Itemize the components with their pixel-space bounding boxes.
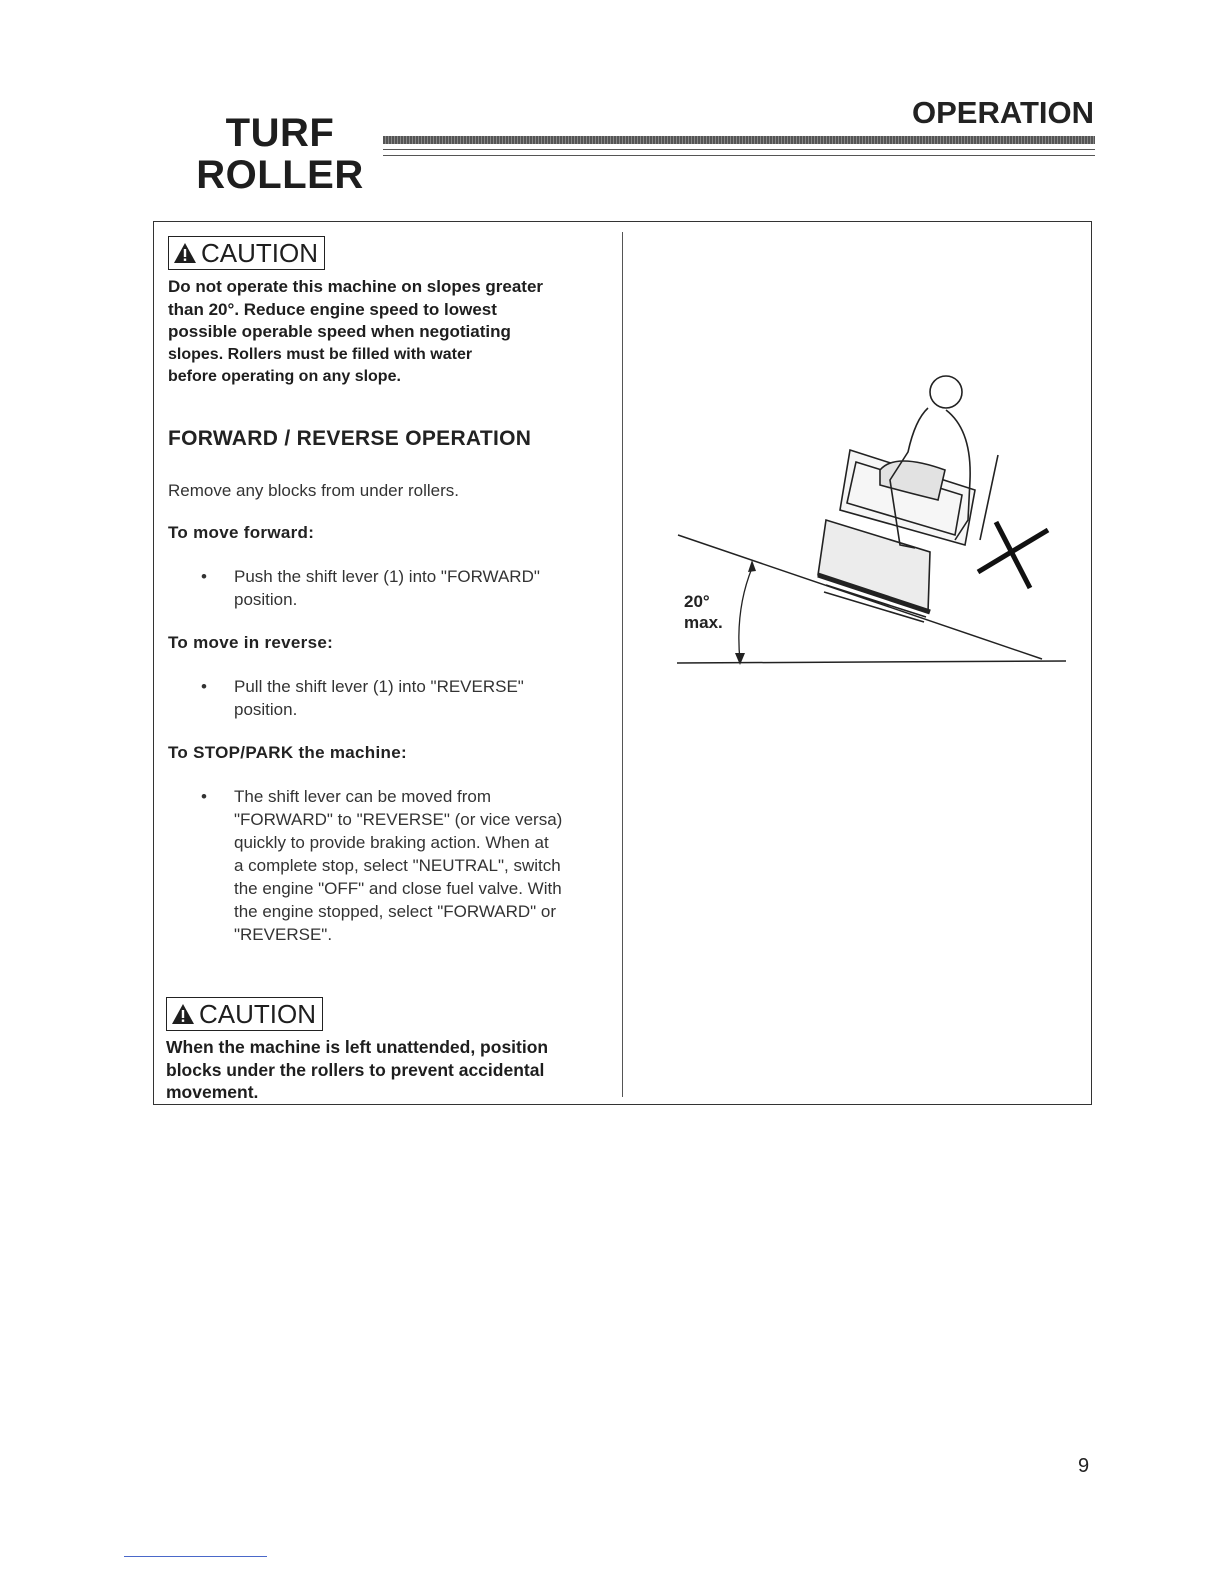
reverse-heading: To move in reverse: bbox=[168, 632, 334, 652]
header-rule bbox=[383, 136, 1095, 144]
forward-heading: To move forward: bbox=[168, 522, 315, 542]
caution-line: than 20°. Reduce engine speed to lowest bbox=[168, 299, 497, 319]
caution-label: CAUTION bbox=[199, 998, 316, 1029]
caution-line: movement. bbox=[166, 1082, 259, 1102]
left-column bbox=[168, 236, 613, 946]
bullet-line: the engine stopped, select "FORWARD" or bbox=[234, 901, 556, 921]
caution-text bbox=[166, 1036, 616, 1104]
bullet-line: Pull the shift lever (1) into "REVERSE" bbox=[234, 676, 524, 696]
reverse-bullet bbox=[168, 675, 613, 721]
page-number: 9 bbox=[1078, 1455, 1090, 1477]
angle-value: 20° bbox=[684, 592, 710, 611]
caution-line: Do not operate this machine on slopes greater bbox=[168, 277, 544, 296]
section-title: OPERATION bbox=[912, 95, 1094, 130]
bullet-line: quickly to provide braking action. When at bbox=[234, 832, 549, 852]
bullet-line: "REVERSE". bbox=[234, 924, 333, 944]
stop-heading: To STOP/PARK the machine: bbox=[168, 742, 407, 762]
bullet-dot: • bbox=[201, 676, 207, 696]
bullet-dot: • bbox=[201, 786, 207, 806]
caution-line: When the machine is left unattended, position bbox=[166, 1037, 549, 1057]
bullet-line: Push the shift lever (1) into "FORWARD" bbox=[234, 566, 540, 586]
bullet-line: position. bbox=[234, 589, 298, 609]
bullet-dot: • bbox=[201, 566, 207, 586]
bullet-line: The shift lever can be moved from bbox=[234, 786, 492, 806]
prohibited-x-icon bbox=[978, 522, 1048, 588]
header-rule-thin bbox=[383, 149, 1095, 150]
document-title bbox=[195, 112, 365, 196]
bullet-line: a complete stop, select "NEUTRAL", switch bbox=[234, 855, 561, 875]
angle-note: max. bbox=[684, 613, 723, 632]
bullet-line: position. bbox=[234, 699, 298, 719]
warning-triangle-icon bbox=[173, 242, 197, 264]
warning-triangle-icon bbox=[171, 1003, 195, 1025]
roller-machine bbox=[818, 376, 998, 622]
caution-label-box bbox=[166, 997, 323, 1031]
header-rule-thin bbox=[383, 155, 1095, 156]
angle-label bbox=[684, 591, 723, 633]
caution-2 bbox=[166, 997, 616, 1104]
title-line-2: ROLLER bbox=[196, 153, 364, 197]
caution-label: CAUTION bbox=[201, 237, 318, 268]
forward-bullet bbox=[168, 565, 613, 611]
column-divider bbox=[622, 232, 623, 1097]
footer-rule bbox=[124, 1556, 267, 1557]
bullet-line: "FORWARD" to "REVERSE" (or vice versa) bbox=[234, 809, 563, 829]
caution-line: blocks under the rollers to prevent accidental bbox=[166, 1059, 545, 1080]
caution-line: slopes. Rollers must be filled with water bbox=[168, 345, 473, 363]
caution-label-box bbox=[168, 236, 325, 270]
caution-text bbox=[168, 276, 613, 389]
caution-line: before operating on any slope. bbox=[168, 368, 401, 385]
stop-bullet bbox=[168, 785, 613, 946]
forward-reverse-heading: FORWARD / REVERSE OPERATION bbox=[168, 426, 532, 450]
caution-line: possible operable speed when negotiating bbox=[168, 322, 511, 341]
intro-text: Remove any blocks from under rollers. bbox=[168, 480, 460, 500]
title-line-1: TURF bbox=[225, 111, 335, 155]
bullet-line: the engine "OFF" and close fuel valve. With bbox=[234, 878, 562, 898]
